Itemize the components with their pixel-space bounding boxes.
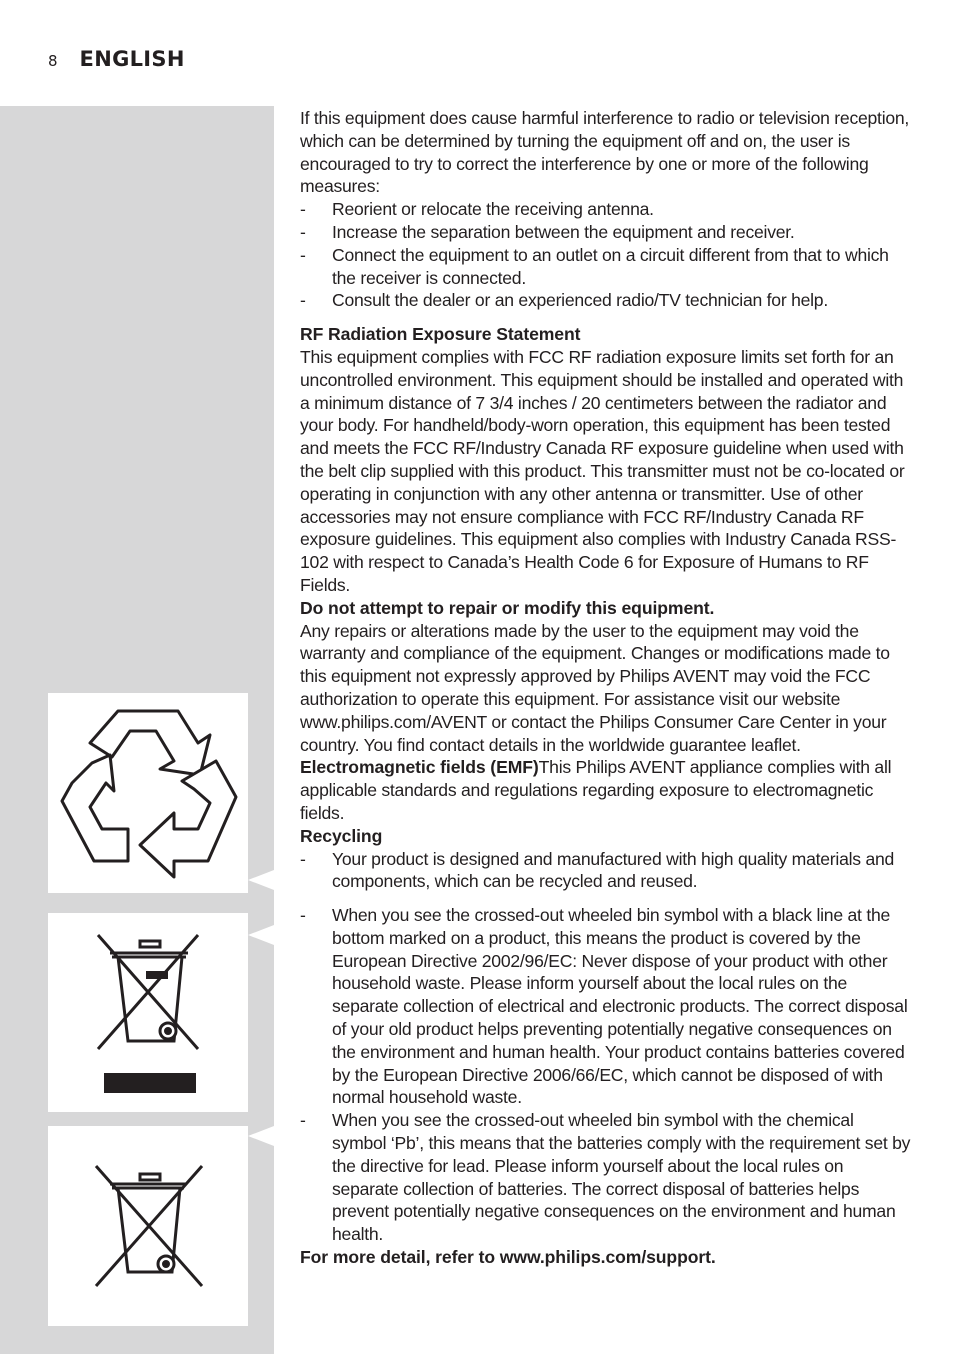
- measure-text: Connect the equipment to an outlet on a circuit different from that to which the receiver is connected.: [332, 244, 889, 288]
- intro-paragraph: If this equipment does cause harmful interference to radio or television reception, which can be determined by turning the equipment off and on, the user is encouraged to try to correct the interference by one or more of the following measures:: [300, 108, 910, 197]
- footer-note: For more detail, refer to www.philips.com/support.: [300, 1247, 716, 1268]
- list-item: [300, 904, 912, 1109]
- bullet-dash: -: [300, 290, 306, 311]
- crossed-bin-with-bar-icon: [48, 913, 248, 1112]
- recycling-text: When you see the crossed-out wheeled bin symbol with a black line at the bottom marked on a product, this means the product is covered by the European Directive 2002/96/EC: Never dispose of your product with other household waste. Please inform yourself about the local rules on the separate collection of electrical and electronic products. The correct disposal of your old product helps preventing potentially negative consequences on the environment and human health. Your product contains batteries covered by the European Directive 2006/66/EC, which cannot be disposed of with normal household waste.: [332, 905, 908, 1108]
- bullet-dash: -: [300, 1110, 306, 1131]
- list-item: [300, 289, 912, 312]
- recycling-text: When you see the crossed-out wheeled bin symbol with the chemical symbol ‘Pb’, this means that the batteries comply with the requirement set by the directive for lead. Please inform yourself about the local rules on separate collection of batteries. The correct disposal of batteries helps prevent potentially negative consequences on the environment and human health.: [332, 1110, 911, 1245]
- bullet-dash: -: [300, 221, 306, 242]
- emf-heading: Electromagnetic fields (EMF): [300, 757, 539, 778]
- crossed-bin-battery-icon: [48, 1126, 248, 1326]
- weee-symbol-box: [48, 913, 248, 1112]
- bullet-dash: -: [300, 199, 306, 220]
- repair-heading: Do not attempt to repair or modify this equipment.: [300, 597, 715, 618]
- list-item: [300, 1109, 912, 1246]
- list-item: [300, 198, 912, 221]
- rf-body: This equipment complies with FCC RF radiation exposure limits set forth for an uncontrolled environment. This equipment should be installed and operated with a minimum distance of 7 3/4 inches / 20 centimeters between the radiator and your body. For handheld/body-worn operation, this equipment has been tested and meets the FCC RF/Industry Canada RF exposure guideline when used with the belt clip supplied with this product. This transmitter must not be co-located or operating in conjunction with any other antenna or transmitter. Use of other accessories may not ensure compliance with FCC RF/Industry Canada RF exposure guidelines. This equipment also complies with Industry Canada RSS-102 with respect to Canada’s Health Code 6 for Exposure of Humans to RF Fields.: [300, 346, 905, 595]
- emf-body: This Philips AVENT appliance complies with all applicable standards and regulations regarding exposure to electromagnetic fields.: [300, 757, 892, 823]
- bullet-dash: -: [300, 244, 306, 265]
- measure-text: Consult the dealer or an experienced radio/TV technician for help.: [332, 290, 828, 311]
- battery-symbol-box: [48, 1126, 248, 1326]
- recycle-icon: [48, 693, 248, 893]
- measure-text: Reorient or relocate the receiving antenna.: [332, 199, 654, 220]
- list-item: [300, 244, 912, 290]
- list-item: [300, 848, 912, 894]
- main-content: [300, 107, 912, 1269]
- section-title: ENGLISH: [79, 47, 185, 71]
- recycling-text: Your product is designed and manufactured with high quality materials and components, which can be recycled and reused.: [332, 848, 895, 892]
- page-number: 8: [48, 52, 58, 70]
- emf-paragraph: [300, 756, 912, 824]
- sidebar-pointer-tab: [248, 870, 274, 890]
- bullet-dash: -: [300, 905, 306, 926]
- measure-text: Increase the separation between the equipment and receiver.: [332, 221, 795, 242]
- recycle-symbol-box: [48, 693, 248, 893]
- recycling-heading: Recycling: [300, 825, 383, 846]
- sidebar-pointer-tab: [248, 1126, 274, 1146]
- sidebar-pointer-tab: [248, 925, 274, 945]
- page-header: [48, 47, 185, 77]
- rf-heading: RF Radiation Exposure Statement: [300, 324, 581, 345]
- bullet-dash: -: [300, 848, 306, 869]
- repair-body: Any repairs or alterations made by the user to the equipment may void the warranty and compliance of the equipment. Changes or modifications made to this equipment not expressly approved by Philips AVENT may void the FCC authorization to operate this equipment. For assistance visit our website www.philips.com/AVENT or contact the Philips Consumer Care Center in your country. You find contact details in the worldwide guarantee leaflet.: [300, 620, 890, 755]
- list-item: [300, 221, 912, 244]
